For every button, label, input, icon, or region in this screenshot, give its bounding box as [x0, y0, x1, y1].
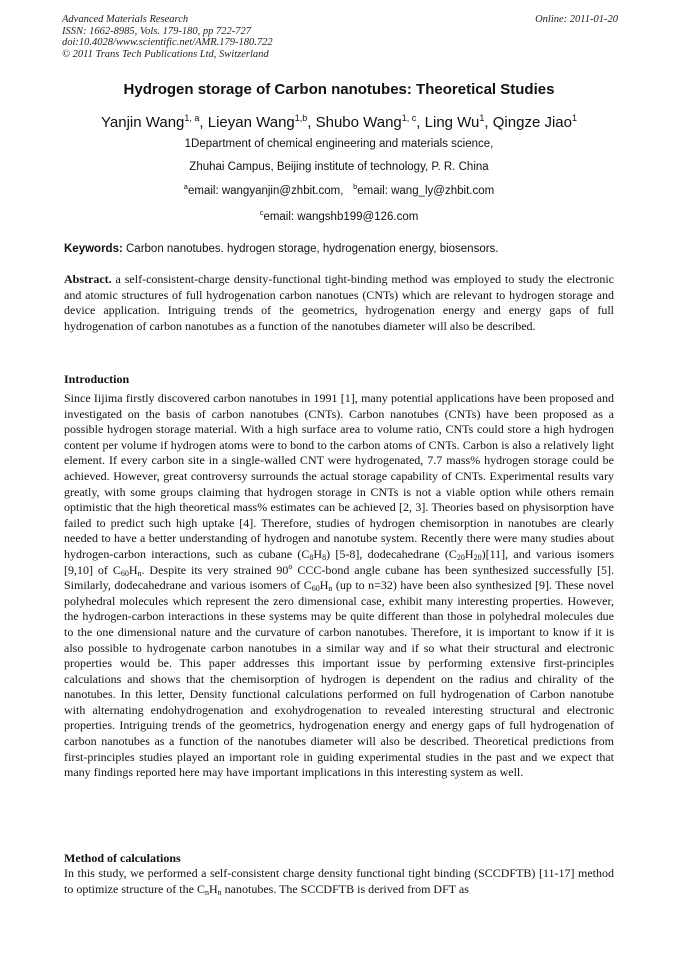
- email-mark: c: [259, 208, 264, 217]
- author-list: Yanjin Wang$^{1, a}$, Lieyan Wang$^{1,b}$, Shubo Wang$^{1, c}$, Ling Wu$^1$, Qingze Jiao$^1$: [101, 113, 577, 131]
- keywords: [64, 243, 620, 255]
- journal-header: [62, 14, 618, 60]
- formula-cnhn: $C_nH_n$: [196, 881, 222, 897]
- author-name: Yanjin Wang: [101, 114, 185, 131]
- author-name: Shubo Wang: [315, 114, 402, 131]
- online-date: Online: 2011-01-20: [535, 14, 618, 25]
- section-heading-method: Method of calculations: [64, 851, 181, 865]
- abstract: [64, 272, 614, 334]
- formula-c60hn: $C_{60}H_n$: [112, 562, 142, 578]
- formula-cubane: $C_8H_8$: [301, 546, 327, 562]
- abstract-text: a self-consistent-charge density-functional tight-binding method was employed to study the electronic and atomic structures of full hydrogenation carbon nanotues (CNTs) which are relevant to hydrogen storage and device application. Intriguing trends of the geometrics, hydrogenation energy and energy gaps of full hydrogenation of carbon nanotubes as a function of the nanotubes diameter will also be described.: [64, 272, 614, 333]
- introduction-paragraph: Since Iijima firstly discovered carbon nanotubes in 1991 [1], many potential applications have been proposed and investigated on the basis of carbon nanotubes (CNTs). Carbon nanotubes (CNTs) have been proposed as a possible hydrogen storage material. With a high surface area to volume ratio, CNTs could store a high hydrogen content per volume if hydrogen atoms were to bond to the carbon atoms of CNTs. Carbon is also a relatively light element. If every carbon site in a single-walled CNT were hydrogenated, 7.7 mass% hydrogen storage could be achieved. However, great controversy surrounds the actual storage capability of CNTs. Experimental results vary greatly, with some groups claiming that hydrogen storage in CNTs is not a viable option while others remain optimistic that the high theoretical mass% estimates can be achieved [2, 3]. Theories based on physisorption have failed to predict such high uptake [4]. Therefore, studies of hydrogen chemisorption in nanotubes are clearly needed to have a better understanding of hydrogen and nanotube system. Recently there were many studies about hydrogen-carbon interactions, such as cubane $(C_8H_8)$ [5-8], dodecahedrane $(C_{20}H_{20})[11]$, and various isomers [9,10] of $C_{60}H_n$. Despite its very strained 90$^o$ CCC-bond angle cubane has been synthesized successfully [5]. Similarly, dodecahedrane and various isomers of $C_{60}H_n$ (up to n=32) have been also synthesized [9]. These novel polyhedral molecules which represent the zero dimensional case, exhibit many interesting properties. However, the hydrogen-carbon interactions in these systems may be quite different than those in polyhedral molecules due to the one dimensional nature and the curvature of carbon nanotubes. Therefore, it is important to know if it is also possible to hydrogenate carbon nanotubes in a similar way and if so what their structural and electronic properties would be. This paper addresses this important issue by performing extensive first-principles calculations and shows that the chemisorption of hydrogen is dependent on the radius and chirality of the nanotubes. In this letter, Density functional calculations performed on full hydrogenation of Carbon nanotube with alternating endohydrogenation and exohydrogenation to revealed interesting structural and electronic properties. Intriguing trends of the geometrics, hydrogenation energy and energy gaps of full hydrogenation of carbon nanotubes as a function of the nanotubes diameter will also be described. Theoretical predictions from first-principles studies played an important role in guiding experimental studies in the past and we expect that many findings reported here may have important implications in this interesting system as well.: [64, 391, 615, 780]
- email-line-ab: [0, 182, 678, 197]
- author-name: Qingze Jiao: [492, 114, 572, 131]
- author-affil-mark: 1,b: [294, 113, 308, 123]
- section-heading-introduction: Introduction: [64, 372, 130, 386]
- keywords-label: Keywords:: [64, 243, 123, 255]
- method-paragraph: In this study, we performed a self-consistent charge density functional tight binding (SCCDFTB) [11-17] method to optimize structure of the $C_nH_n$ nanotubes. The SCCDFTB is derived from DFT as: [64, 866, 614, 897]
- affiliation-line-1: 1Department of chemical engineering and materials science,: [184, 138, 494, 150]
- journal-name: Advanced Materials Research: [62, 14, 189, 25]
- issn-line: ISSN: 1662-8985, Vols. 179-180, pp 722-727: [62, 25, 251, 37]
- copyright-line: © 2011 Trans Tech Publications Ltd, Switzerland: [62, 48, 269, 60]
- author-affil-mark: 1: [479, 113, 485, 123]
- affiliation-line-2: Zhuhai Campus, Beijing institute of technology, P. R. China: [189, 161, 489, 173]
- abstract-label: Abstract.: [64, 272, 112, 286]
- author-affil-mark: 1, a: [184, 113, 200, 123]
- degree-mark: o: [288, 561, 293, 571]
- email-c[interactable]: email: wangshb199@126.com: [263, 210, 419, 223]
- email-a[interactable]: email: wangyanjin@zhbit.com,: [187, 184, 344, 197]
- paper-title: Hydrogen storage of Carbon nanotubes: Theoretical Studies: [123, 81, 555, 98]
- email-mark: b: [353, 182, 358, 191]
- doi-line: doi:10.4028/www.scientific.net/AMR.179-180.722: [62, 37, 273, 48]
- author-name: Ling Wu: [424, 114, 480, 131]
- email-line-c: [0, 208, 678, 223]
- keywords-text: Carbon nanotubes. hydrogen storage, hydrogenation energy, biosensors.: [122, 243, 499, 255]
- author-affil-mark: 1, c: [401, 113, 417, 123]
- author-name: Lieyan Wang: [207, 114, 295, 131]
- formula-c60hn: $C_{60}H_n$: [303, 578, 333, 594]
- formula-dodecahedrane: $C_{20}H_{20}$: [448, 546, 482, 562]
- author-affil-mark: 1: [571, 113, 577, 123]
- email-b[interactable]: email: wang_ly@zhbit.com: [357, 184, 495, 197]
- email-mark: a: [183, 182, 188, 191]
